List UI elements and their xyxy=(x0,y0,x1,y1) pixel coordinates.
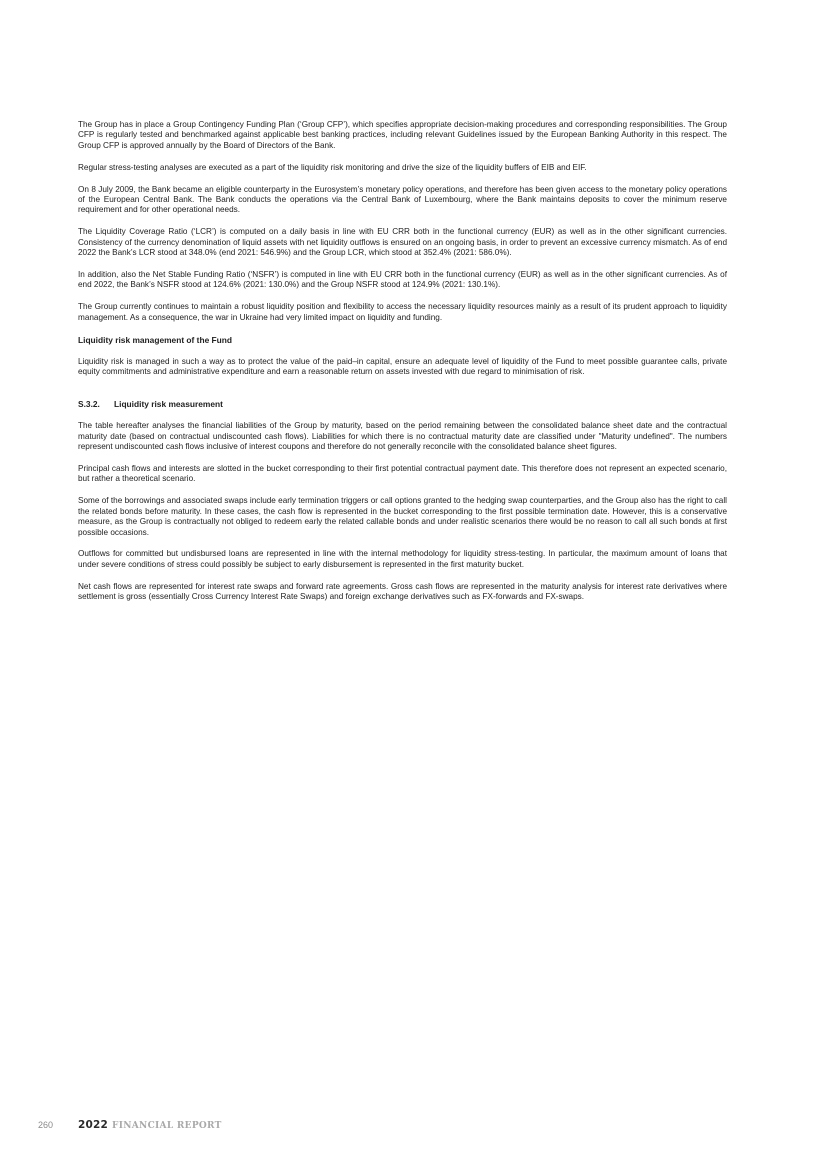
page-number: 260 xyxy=(38,1120,54,1130)
section-title: Liquidity risk measurement xyxy=(114,399,223,410)
page-content xyxy=(78,120,727,614)
paragraph-net-cash-flows: Net cash flows are represented for interest rate swaps and forward rate agreements. Gross cash flows are represented in the maturity analysis for interest rate derivatives where settlement is gross (essentially Cross Currency Interest Rate Swaps) and foreign exchange derivatives such as FX-forwards and FX-swaps. xyxy=(78,581,727,602)
section-number: S.3.2. xyxy=(78,399,100,410)
paragraph-maturity-table: The table hereafter analyses the financial liabilities of the Group by maturity, based on the period remaining between the consolidated balance sheet date and the contractual maturity date (based on contractual undiscounted cash flows). Liabilities for which there is no contractual maturity date are classified under "Maturity undefined". The numbers represent undiscounted cash flows inclusive of interest coupons and therefore do not generally reconcile with the consolidated balance sheet figures. xyxy=(78,421,727,452)
paragraph-eurosystem: On 8 July 2009, the Bank became an eligible counterparty in the Eurosystem’s monetary policy operations, and therefore has been given access to the monetary policy operations of the European Central Bank. The Bank conducts the operations via the Central Bank of Luxembourg, where the Bank maintains deposits to cover the minimum reserve requirement and for other operational needs. xyxy=(78,184,727,215)
paragraph-borrowings-swaps: Some of the borrowings and associated swaps include early termination triggers or call options granted to the hedging swap counterparties, and the Group also has the right to call the related bonds before maturity. In these cases, the cash flow is represented in the bucket corresponding to the first possible termination date. However, this is a conservative measure, as the Group is contractually not obliged to redeem early the related callable bonds and under realistic scenarios there would be no reason to call all such bonds at first possible occasions. xyxy=(78,496,727,537)
paragraph-undisbursed-loans: Outflows for committed but undisbursed loans are represented in line with the internal methodology for liquidity stress-testing. In particular, the maximum amount of loans that under severe conditions of stress could possibly be subject to early disbursement is represented in the first maturity bucket. xyxy=(78,549,727,569)
paragraph-fund-liquidity: Liquidity risk is managed in such a way as to protect the value of the paid–in capital, ensure an adequate level of liquidity of the Fund to meet possible guarantee calls, private equity commitments and administrative expenditure and earn a reasonable return on assets invested with due regard to minimisation of risk. xyxy=(78,356,727,376)
report-title: FINANCIAL REPORT xyxy=(112,1121,222,1131)
paragraph-nsfr: In addition, also the Net Stable Funding Ratio (‘NSFR’) is computed in line with EU CRR both in the functional currency (EUR) as well as in the other significant currencies. As of end 2022, the Bank’s NSFR stood at 124.6% (2021: 130.0%) and the Group NSFR stood at 124.9% (2021: 130.1%). xyxy=(78,270,727,290)
page-footer xyxy=(38,1119,222,1133)
paragraph-stress-testing: Regular stress-testing analyses are executed as a part of the liquidity risk monitoring and drive the size of the liquidity buffers of EIB and EIF. xyxy=(78,162,587,172)
paragraph-liquidity-position: The Group currently continues to maintain a robust liquidity position and flexibility to access the necessary liquidity resources mainly as a result of its prudent approach to liquidity management. As a consequence, the war in Ukraine had very limited impact on liquidity and funding. xyxy=(78,302,727,322)
paragraph-lcr: The Liquidity Coverage Ratio (‘LCR’) is computed on a daily basis in line with EU CRR both in the functional currency (EUR) as well as in the other significant currencies. Consistency of the currency denomination of liquid assets with net liquidity outflows is ensured on an ongoing basis, in order to prevent an excessive currency mismatch. As of end 2022 the Bank’s LCR stood at 348.0% (end 2021: 546.9%) and the Group LCR, which stood at 352.4% (2021: 586.0%). xyxy=(78,227,727,258)
fund-heading: Liquidity risk management of the Fund xyxy=(78,334,233,345)
section-heading xyxy=(78,399,727,409)
paragraph-principal-cash-flows: Principal cash flows and interests are slotted in the bucket corresponding to their first potential contractual payment date. This therefore does not represent an expected scenario, but rather a theoretical scenario. xyxy=(78,464,727,484)
report-year: 2022 xyxy=(78,1119,109,1131)
paragraph-contingency-funding-plan: The Group has in place a Group Contingency Funding Plan (‘Group CFP’), which specifies appropriate decision-making procedures and corresponding responsibilities. The Group CFP is regularly tested and benchmarked against applicable best banking practices, including relevant Guidelines issued by the European Banking Authority in this respect. The Group CFP is approved annually by the Board of Directors of the Bank. xyxy=(78,120,727,150)
